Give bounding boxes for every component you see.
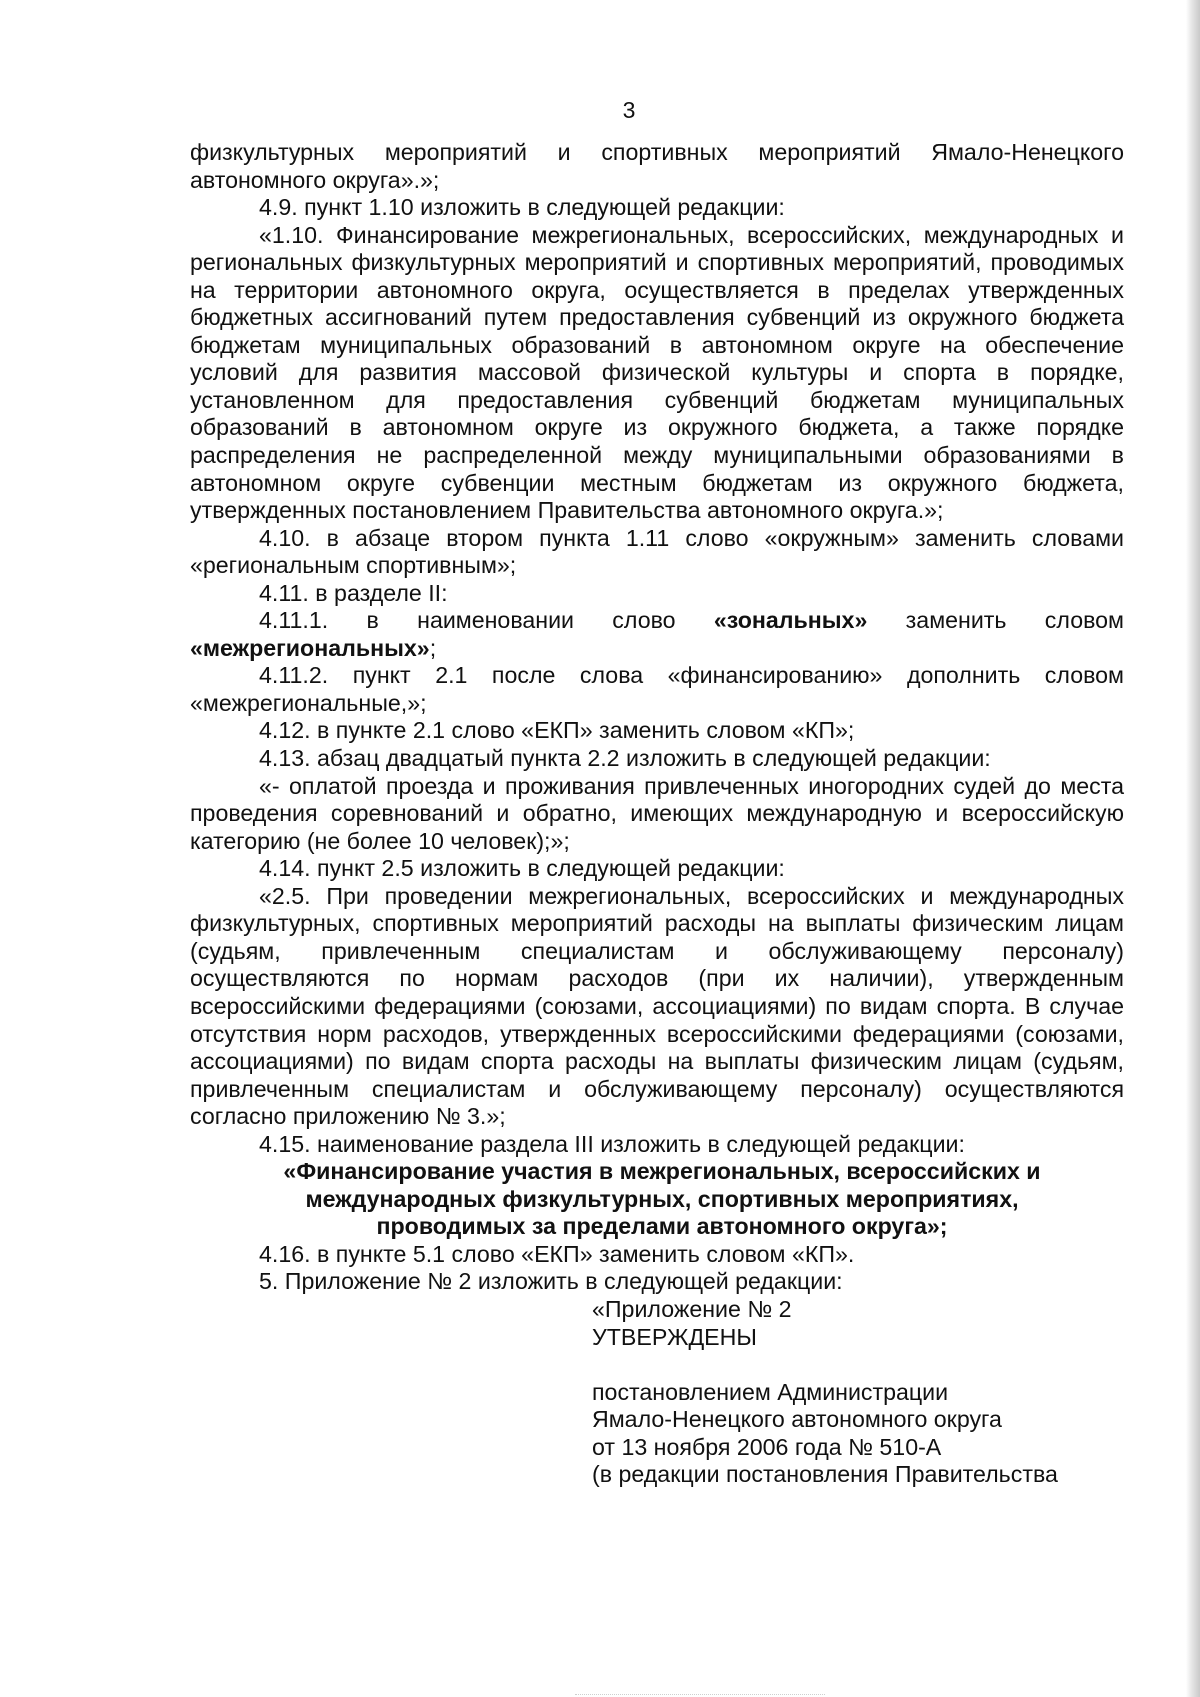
- paragraph-intro-continuation: физкультурных мероприятий и спортивных мероприятий Ямало-Ненецкого автономного округа».»;: [190, 139, 1124, 193]
- section-3-heading: [190, 1158, 1124, 1241]
- appendix-spacer: [592, 1351, 1124, 1379]
- paragraph-quote-2-5: «2.5. При проведении межрегиональных, всероссийских и международных физкультурных, спортивных мероприятий расходы на выплаты физическим лицам (судьям, привлеченным специалистам и обслуживающему персоналу) осуществляются по нормам расходов (при их наличии), утвержденным всероссийскими федерациями (союзами, ассоциациями) по видам спорта. В случае отсутствия норм расходов, утвержденных всероссийскими федерациями (союзами, ассоциациями) по видам спорта расходы на выплаты физическим лицам (судьям, привлеченным специалистам и обслуживающему персоналу) осуществляются согласно приложению № 3.»;: [190, 882, 1124, 1130]
- appendix-resolution: постановлением Администрации: [592, 1378, 949, 1405]
- document-body: [190, 139, 1124, 1489]
- appendix-approval-block: [190, 1296, 1124, 1489]
- paragraph-quote-2-2: «- оплатой проезда и проживания привлеченных иногородних судей до места проведения соревнований и обратно, имеющих международную и всероссийскую категорию (не более 10 человек);»;: [190, 772, 1124, 854]
- appendix-region: Ямало-Ненецкого автономного округа: [592, 1406, 1002, 1433]
- paragraph-4-11-1: [190, 607, 1124, 662]
- paragraph-4-14: 4.14. пункт 2.5 изложить в следующей редакции:: [259, 855, 785, 882]
- bold-term-zonal: «зональных»: [713, 607, 868, 634]
- appendix-title: «Приложение № 2: [592, 1295, 792, 1322]
- paragraph-4-15: 4.15. наименование раздела III изложить в следующей редакции:: [259, 1130, 965, 1157]
- paragraph-4-13: 4.13. абзац двадцатый пункта 2.2 изложить в следующей редакции:: [259, 745, 991, 772]
- paragraph-4-11-1-text-c: ;: [429, 634, 437, 661]
- paragraph-4-11-1-text-b: заменить словом: [867, 607, 1124, 634]
- bold-term-interregional: «межрегиональных»: [190, 634, 430, 661]
- paragraph-quote-1-10: «1.10. Финансирование межрегиональных, всероссийских, международных и региональных физкультурных мероприятий и спортивных мероприятий, проводимых на территории автономного округа, осуществляется в пределах утвержденных бюджетных ассигнований путем предоставления субвенций из окружного бюджета бюджетам муниципальных образований в автономном округе на обеспечение условий для развития массовой физической культуры и спорта в порядке, установленном для предоставления субвенций бюджетам муниципальных образований в автономном округе из окружного бюджета, а также порядке распределения не распределенной между муниципальными образованиями в автономном округе субвенции местным бюджетам из окружного бюджета, утвержденных постановлением Правительства автономного округа.»;: [190, 221, 1124, 524]
- paragraph-4-11-2: 4.11.2. пункт 2.1 после слова «финансированию» дополнить словом «межрегиональные,»;: [190, 662, 1124, 716]
- paragraph-4-10: 4.10. в абзаце втором пункта 1.11 слово «окружным» заменить словами «региональным спортивным»;: [190, 524, 1124, 579]
- page-edge-shadow: [1186, 0, 1200, 1697]
- appendix-date-number: от 13 ноября 2006 года № 510-А: [592, 1433, 942, 1460]
- section-3-heading-line-3: проводимых за пределами автономного округа»;: [376, 1213, 948, 1240]
- paragraph-4-11: 4.11. в разделе II:: [259, 579, 448, 606]
- paragraph-5: 5. Приложение № 2 изложить в следующей редакции:: [259, 1268, 843, 1295]
- section-3-heading-line-2: международных физкультурных, спортивных мероприятиях,: [305, 1185, 1019, 1212]
- paragraph-4-16: 4.16. в пункте 5.1 слово «ЕКП» заменить словом «КП».: [259, 1240, 855, 1267]
- paragraph-4-11-1-text-a: 4.11.1. в наименовании слово: [259, 607, 714, 634]
- appendix-approved: УТВЕРЖДЕНЫ: [592, 1323, 757, 1350]
- paragraph-4-12: 4.12. в пункте 2.1 слово «ЕКП» заменить словом «КП»;: [259, 717, 855, 744]
- paragraph-4-9: 4.9. пункт 1.10 изложить в следующей редакции:: [259, 194, 785, 221]
- page-number: 3: [622, 97, 636, 123]
- appendix-edition-note: (в редакции постановления Правительства: [592, 1461, 1058, 1488]
- section-3-heading-line-1: «Финансирование участия в межрегиональных, всероссийских и: [283, 1158, 1041, 1185]
